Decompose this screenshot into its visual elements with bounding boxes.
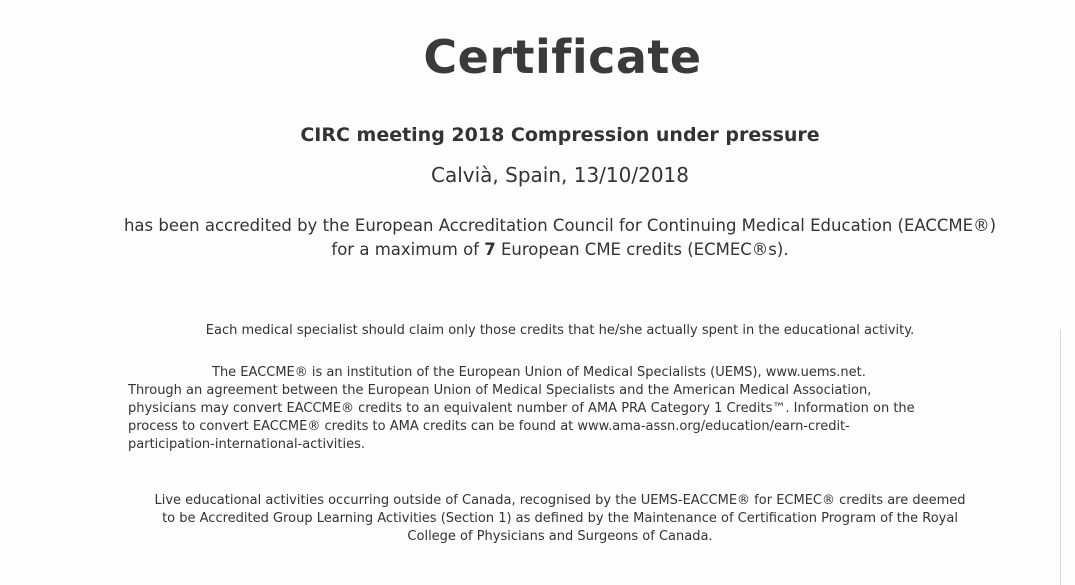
canada-line: to be Accredited Group Learning Activities (Section 1) as defined by the Maintenance of Certification Program of the Royal: [162, 511, 958, 526]
uems-line: physicians may convert EACCME® credits to an equivalent number of AMA PRA Category 1 Credits™. Information on the: [128, 401, 915, 416]
scan-edge-line: [1060, 330, 1061, 585]
credits-suffix: European CME credits (ECMEC®s).: [495, 240, 789, 259]
credits-count: 7: [484, 240, 496, 259]
uems-line: process to convert EACCME® credits to AMA credits can be found at www.ama-assn.org/education/earn-credit-: [128, 419, 850, 434]
canada-line: Live educational activities occurring outside of Canada, recognised by the UEMS-EACCME® for ECMEC® credits are deemed: [154, 493, 966, 508]
place-date: Calvià, Spain, 13/10/2018: [430, 163, 689, 187]
uems-paragraph: [128, 364, 988, 454]
credits-prefix: for a maximum of: [331, 240, 485, 259]
meeting-name: CIRC meeting 2018 Compression under pressure: [300, 124, 820, 146]
accreditation-line-2: [100, 238, 1020, 262]
certificate-title: Certificate: [423, 30, 702, 84]
uems-line: The EACCME® is an institution of the European Union of Medical Specialists (UEMS), www.uems.net.: [212, 365, 866, 380]
uems-line: participation-international-activities.: [128, 437, 366, 452]
uems-line: Through an agreement between the European Union of Medical Specialists and the American Medical Association,: [128, 383, 872, 398]
accreditation-line-1: has been accredited by the European Accreditation Council for Continuing Medical Education (EACCME®): [123, 216, 997, 235]
accreditation-statement: [100, 214, 1020, 262]
claim-notice: Each medical specialist should claim only those credits that he/she actually spent in the educational activity.: [205, 323, 915, 338]
canada-line: College of Physicians and Surgeons of Canada.: [407, 529, 713, 544]
canada-paragraph: [100, 492, 1020, 546]
